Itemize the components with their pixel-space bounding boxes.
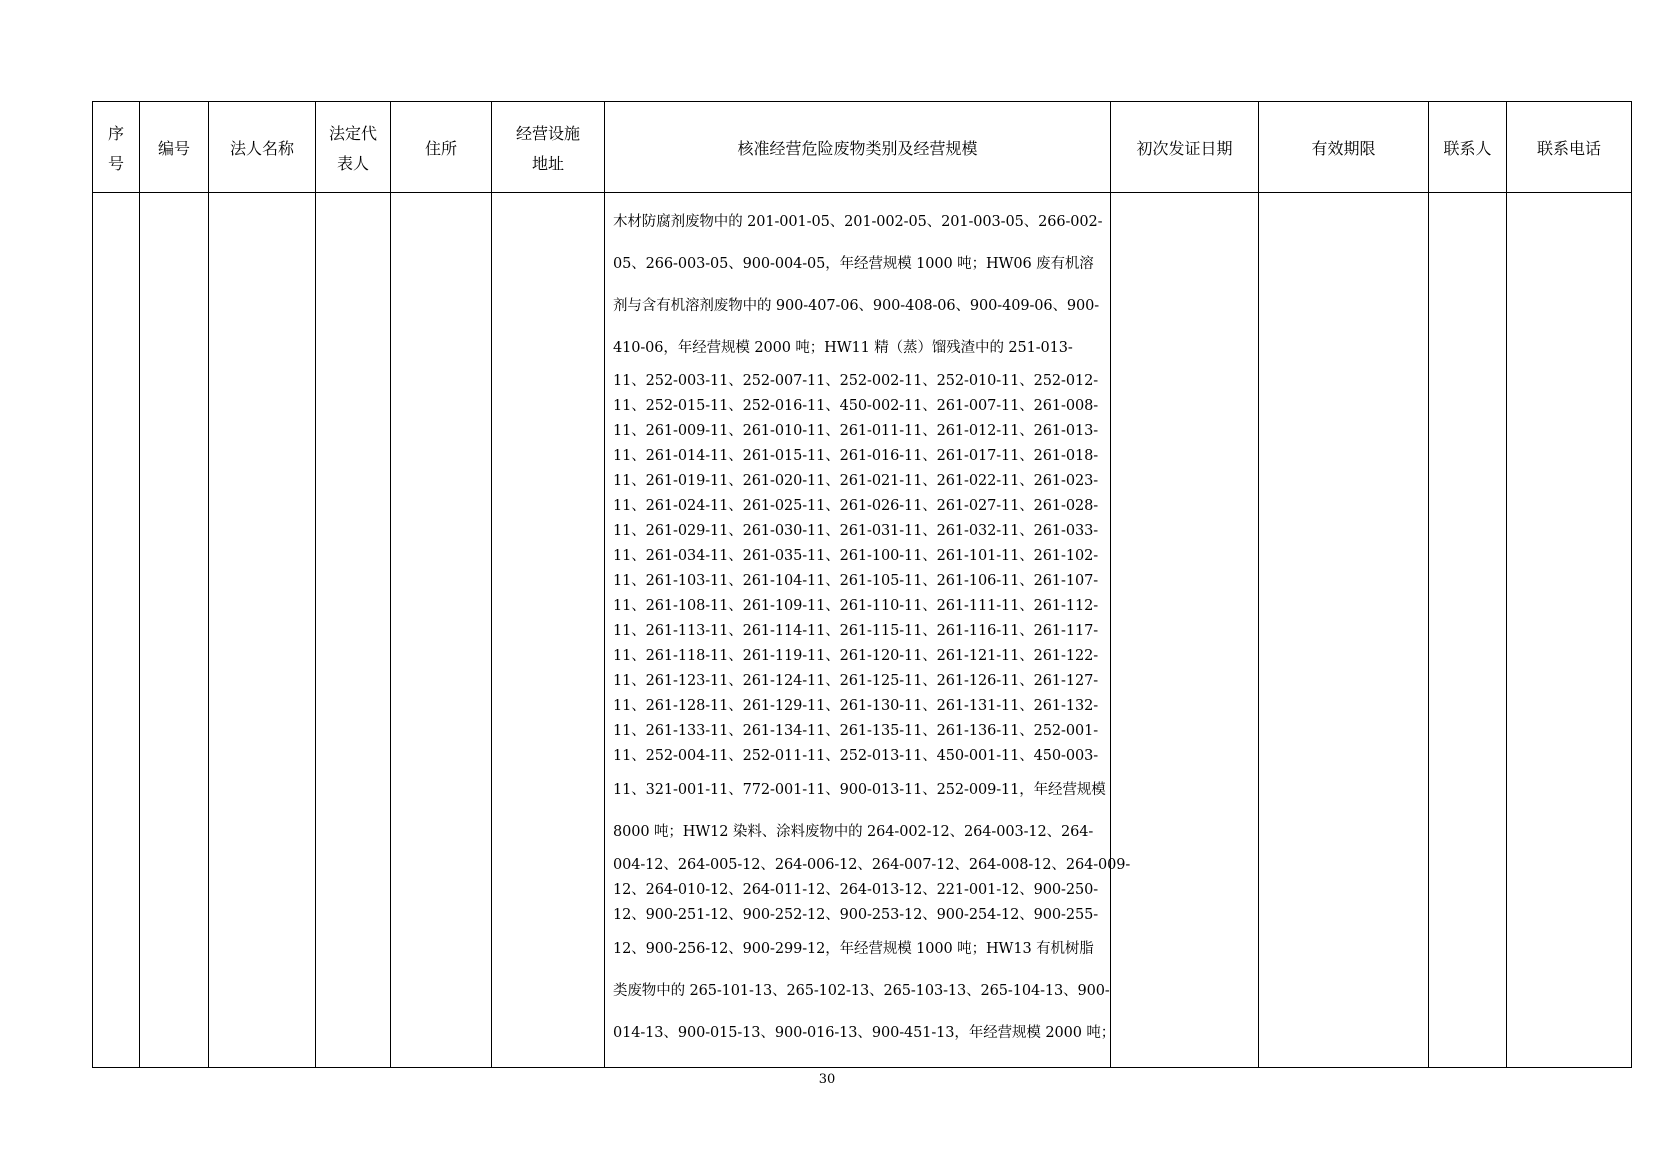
scope-line: 11、261-118-11、261-119-11、261-120-11、261-121-11、261-122-	[613, 648, 1099, 664]
scope-line: 11、261-123-11、261-124-11、261-125-11、261-126-11、261-127-	[613, 673, 1099, 689]
header-code: 编号	[140, 102, 209, 193]
table-row	[93, 193, 1632, 1068]
scope-line: 11、261-128-11、261-129-11、261-130-11、261-131-11、261-132-	[613, 698, 1099, 714]
cell-legal-rep	[316, 193, 391, 1068]
scope-line: 11、261-113-11、261-114-11、261-115-11、261-116-11、261-117-	[613, 623, 1099, 639]
scope-line: 11、261-103-11、261-104-11、261-105-11、261-106-11、261-107-	[613, 573, 1099, 589]
scope-line: 11、261-024-11、261-025-11、261-026-11、261-027-11、261-028-	[613, 498, 1099, 514]
scope-line: 11、252-003-11、252-007-11、252-002-11、252-010-11、252-012-	[613, 373, 1099, 389]
scope-line: 8000 吨；HW12 染料、涂料废物中的 264-002-12、264-003-12、264-	[613, 824, 1094, 840]
scope-line: 剂与含有机溶剂废物中的 900-407-06、900-408-06、900-409-06、900-	[613, 298, 1100, 314]
header-seq: 序号	[93, 102, 140, 193]
scope-line: 11、252-004-11、252-011-11、252-013-11、450-001-11、450-003-	[613, 748, 1099, 764]
header-validity: 有效期限	[1259, 102, 1429, 193]
scope-line: 12、264-010-12、264-011-12、264-013-12、221-001-12、900-250-	[613, 882, 1099, 898]
header-first-issue-date: 初次发证日期	[1111, 102, 1259, 193]
license-table	[92, 101, 1632, 1068]
header-residence: 住所	[391, 102, 492, 193]
page-number: 30	[818, 1072, 836, 1087]
cell-validity	[1259, 193, 1429, 1068]
cell-contact	[1429, 193, 1507, 1068]
scope-line: 类废物中的 265-101-13、265-102-13、265-103-13、265-104-13、900-	[613, 983, 1110, 999]
scope-line: 11、261-014-11、261-015-11、261-016-11、261-017-11、261-018-	[613, 448, 1099, 464]
header-legal-rep: 法定代表人	[316, 102, 391, 193]
scope-line: 11、261-034-11、261-035-11、261-100-11、261-101-11、261-102-	[613, 548, 1099, 564]
scope-line: 12、900-251-12、900-252-12、900-253-12、900-254-12、900-255-	[613, 907, 1099, 923]
header-facility-address: 经营设施地址	[492, 102, 605, 193]
scope-line: 410-06，年经营规模 2000 吨；HW11 精（蒸）馏残渣中的 251-013-	[613, 340, 1073, 356]
header-contact: 联系人	[1429, 102, 1507, 193]
scope-line: 11、261-009-11、261-010-11、261-011-11、261-012-11、261-013-	[613, 423, 1099, 439]
scope-line: 11、261-133-11、261-134-11、261-135-11、261-136-11、252-001-	[613, 723, 1099, 739]
scope-line: 11、252-015-11、252-016-11、450-002-11、261-007-11、261-008-	[613, 398, 1099, 414]
cell-legal-name	[209, 193, 316, 1068]
scope-line: 014-13、900-015-13、900-016-13、900-451-13，年经营规模 2000 吨；	[613, 1025, 1116, 1041]
cell-facility-address	[492, 193, 605, 1068]
cell-phone	[1507, 193, 1632, 1068]
header-phone: 联系电话	[1507, 102, 1632, 193]
header-waste-scope: 核准经营危险废物类别及经营规模	[605, 102, 1111, 193]
cell-first-issue-date	[1111, 193, 1259, 1068]
scope-line: 11、261-108-11、261-109-11、261-110-11、261-111-11、261-112-	[613, 598, 1099, 614]
header-row	[93, 102, 1632, 193]
scope-line: 05、266-003-05、900-004-05，年经营规模 1000 吨；HW06 废有机溶	[613, 256, 1094, 272]
cell-code	[140, 193, 209, 1068]
scope-line: 11、261-029-11、261-030-11、261-031-11、261-032-11、261-033-	[613, 523, 1099, 539]
scope-line: 11、321-001-11、772-001-11、900-013-11、252-009-11，年经营规模	[613, 782, 1106, 798]
cell-residence	[391, 193, 492, 1068]
cell-seq	[93, 193, 140, 1068]
scope-line: 004-12、264-005-12、264-006-12、264-007-12、264-008-12、264-009-	[613, 857, 1131, 873]
cell-waste-scope	[605, 193, 1131, 1068]
scope-line: 木材防腐剂废物中的 201-001-05、201-002-05、201-003-05、266-002-	[613, 214, 1103, 230]
header-legal-name: 法人名称	[209, 102, 316, 193]
scope-line: 12、900-256-12、900-299-12，年经营规模 1000 吨；HW13 有机树脂	[613, 941, 1094, 957]
scope-line: 11、261-019-11、261-020-11、261-021-11、261-022-11、261-023-	[613, 473, 1099, 489]
